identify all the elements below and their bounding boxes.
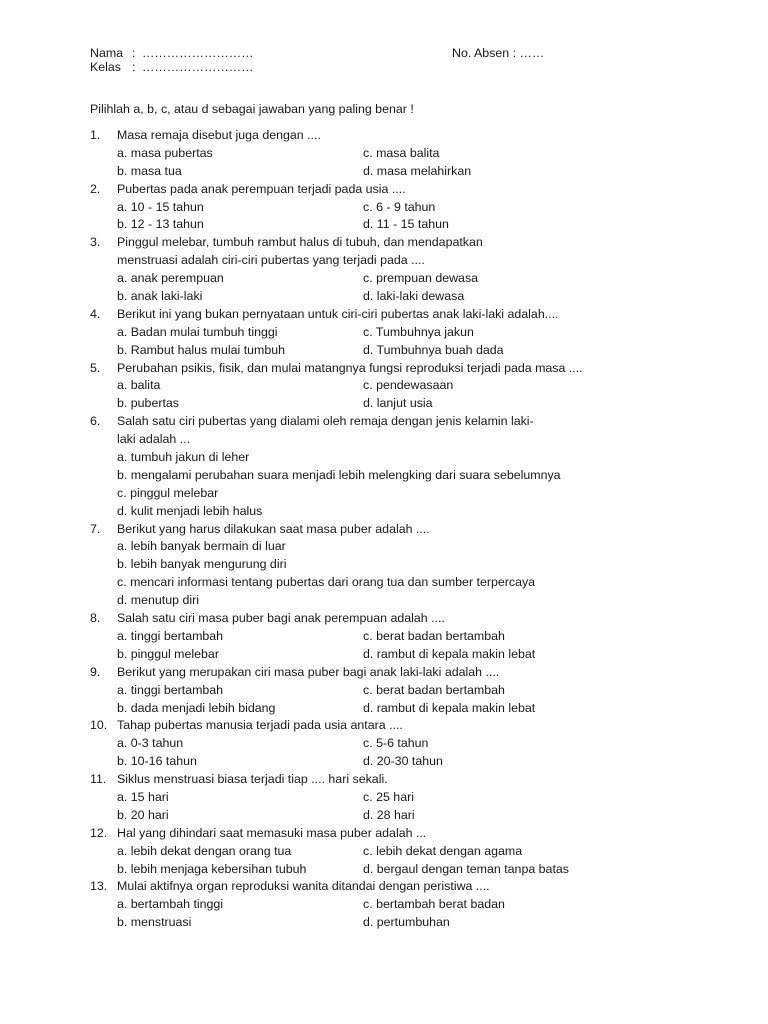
option-row [90,628,730,646]
answer-option: d. 28 hari [363,807,415,822]
question-text: Salah satu ciri pubertas yang dialami oleh remaja dengan jenis kelamin laki- [117,414,534,429]
option-row [90,288,730,306]
question-number: 4. [90,306,101,321]
option-row [90,145,730,163]
question-line [90,360,730,378]
answer-option: d. 11 - 15 tahun [363,217,449,232]
answer-option: b. 12 - 13 tahun [117,217,204,232]
option-row [90,485,730,503]
option-row [90,789,730,807]
answer-option: b. pinggul melebar [117,646,219,661]
option-row [90,753,730,771]
answer-option: b. dada menjadi lebih bidang [117,700,276,715]
answer-option: c. berat badan bertambah [363,628,505,643]
class-colon: : [132,60,136,74]
answer-option: a. 15 hari [117,789,169,804]
answer-option: d. bergaul dengan teman tanpa batas [363,861,569,876]
question-text: Pubertas pada anak perempuan terjadi pada usia .... [117,181,406,196]
option-row [90,395,730,413]
question-item [90,306,730,360]
answer-option: b. mengalami perubahan suara menjadi lebih melengking dari suara sebelumnya [117,467,561,482]
answer-option: a. tumbuh jakun di leher [117,450,250,465]
absen-number: No. Absen : …… [452,46,545,60]
name-blank: ……………………… [142,46,254,60]
answer-option: b. lebih menjaga kebersihan tubuh [117,861,307,876]
option-row [90,556,730,574]
answer-option: a. balita [117,378,161,393]
question-item [90,610,730,664]
question-number: 5. [90,360,101,375]
student-info-block [90,46,254,74]
question-item [90,771,730,825]
option-row [90,377,730,395]
answer-option: d. Tumbuhnya buah dada [363,342,504,357]
answer-option: b. 10-16 tahun [117,754,197,769]
question-item [90,234,730,306]
answer-option: b. Rambut halus mulai tumbuh [117,342,286,357]
answer-option: b. 20 hari [117,807,169,822]
option-row [90,592,730,610]
option-row [90,324,730,342]
answer-option: b. masa tua [117,163,182,178]
option-row [90,646,730,664]
answer-option: c. berat badan bertambah [363,682,505,697]
question-line [90,252,730,270]
question-line [90,825,730,843]
question-number: 8. [90,611,101,626]
answer-option: a. masa pubertas [117,145,213,160]
answer-option: a. 0-3 tahun [117,736,184,751]
answer-option: d. lanjut usia [363,396,433,411]
name-colon: : [132,46,136,60]
answer-option: b. anak laki-laki [117,289,203,304]
answer-option: d. pertumbuhan [363,915,450,930]
answer-option: a. Badan mulai tumbuh tinggi [117,324,278,339]
option-row [90,843,730,861]
answer-option: a. bertambah tinggi [117,897,224,912]
question-line [90,306,730,324]
question-line [90,717,730,735]
option-row [90,538,730,556]
answer-option: c. lebih dekat dengan agama [363,843,523,858]
answer-option: c. Tumbuhnya jakun [363,324,474,339]
instruction-text: Pilihlah a, b, c, atau d sebagai jawaban yang paling benar ! [90,102,414,116]
answer-option: c. 6 - 9 tahun [363,199,436,214]
question-number: 1. [90,128,101,142]
question-number: 6. [90,414,101,429]
option-row [90,896,730,914]
question-line [90,771,730,789]
question-text: Masa remaja disebut juga dengan .... [117,128,321,142]
name-label: Nama [90,46,124,60]
question-list [90,127,730,932]
answer-option: a. lebih banyak bermain di luar [117,539,286,554]
class-row [90,60,254,74]
option-row [90,503,730,521]
class-blank: ……………………… [142,60,254,74]
name-row [90,46,254,60]
question-number: 3. [90,235,101,250]
answer-option: d. laki-laki dewasa [363,289,465,304]
question-text: Berikut ini yang bukan pernyataan untuk ciri-ciri pubertas anak laki-laki adalah.... [117,306,559,321]
question-number: 13. [90,879,108,894]
question-item [90,413,730,520]
answer-option: d. rambut di kepala makin lebat [363,646,536,661]
question-item [90,521,730,610]
question-text: Berikut yang merupakan ciri masa puber bagi anak laki-laki adalah .... [117,664,500,679]
option-row [90,735,730,753]
option-row [90,163,730,181]
question-number: 10. [90,718,108,733]
question-number: 7. [90,521,101,536]
answer-option: a. lebih dekat dengan orang tua [117,843,292,858]
answer-option: c. 5-6 tahun [363,736,429,751]
answer-option: c. mencari informasi tentang pubertas dari orang tua dan sumber terpercaya [117,575,536,590]
question-line [90,234,730,252]
question-text: laki adalah ... [117,432,191,447]
answer-option: c. prempuan dewasa [363,271,479,286]
class-label: Kelas [90,60,121,74]
option-row [90,342,730,360]
question-line [90,878,730,896]
answer-option: d. kulit menjadi lebih halus [117,503,263,518]
answer-option: a. tinggi bertambah [117,682,224,697]
question-line [90,664,730,682]
option-row [90,467,730,485]
question-line [90,181,730,199]
question-number: 11. [90,772,107,787]
question-text: Hal yang dihindari saat memasuki masa puber adalah ... [117,825,427,840]
question-item [90,664,730,718]
question-number: 2. [90,181,101,196]
answer-option: a. 10 - 15 tahun [117,199,204,214]
option-row [90,914,730,932]
question-text: Berikut yang harus dilakukan saat masa puber adalah .... [117,521,430,536]
question-line [90,521,730,539]
option-row [90,574,730,592]
option-row [90,700,730,718]
answer-option: c. bertambah berat badan [363,897,505,912]
question-item [90,878,730,932]
answer-option: d. 20-30 tahun [363,754,443,769]
question-item [90,360,730,414]
answer-option: c. pendewasaan [363,378,454,393]
option-row [90,270,730,288]
question-text: Pinggul melebar, tumbuh rambut halus di tubuh, dan mendapatkan [117,235,483,250]
option-row [90,861,730,879]
answer-option: c. masa balita [363,145,440,160]
question-number: 12. [90,825,108,840]
answer-option: d. menutup diri [117,593,199,608]
question-item [90,825,730,879]
question-line [90,413,730,431]
question-line [90,431,730,449]
question-text: Tahap pubertas manusia terjadi pada usia antara .... [117,718,403,733]
question-text: Mulai aktifnya organ reproduksi wanita ditandai dengan peristiwa .... [117,879,490,894]
option-row [90,216,730,234]
option-row [90,199,730,217]
answer-option: b. pubertas [117,396,179,411]
option-row [90,682,730,700]
answer-option: b. menstruasi [117,915,192,930]
answer-option: b. lebih banyak mengurung diri [117,557,287,572]
answer-option: d. masa melahirkan [363,163,472,178]
question-text: Perubahan psikis, fisik, dan mulai matangnya fungsi reproduksi terjadi pada masa .... [117,360,583,375]
question-text: Salah satu ciri masa puber bagi anak perempuan adalah .... [117,611,445,626]
answer-option: d. rambut di kepala makin lebat [363,700,536,715]
answer-option: c. pinggul melebar [117,485,219,500]
option-row [90,807,730,825]
option-row [90,449,730,467]
question-line [90,127,730,145]
question-text: menstruasi adalah ciri-ciri pubertas yang terjadi pada .... [117,253,425,268]
question-item [90,181,730,235]
answer-option: a. tinggi bertambah [117,628,224,643]
answer-option: c. 25 hari [363,789,414,804]
answer-option: a. anak perempuan [117,271,224,286]
question-line [90,610,730,628]
question-item [90,127,730,181]
question-number: 9. [90,664,101,679]
question-item [90,717,730,771]
question-text: Siklus menstruasi biasa terjadi tiap .... hari sekali. [117,772,388,787]
